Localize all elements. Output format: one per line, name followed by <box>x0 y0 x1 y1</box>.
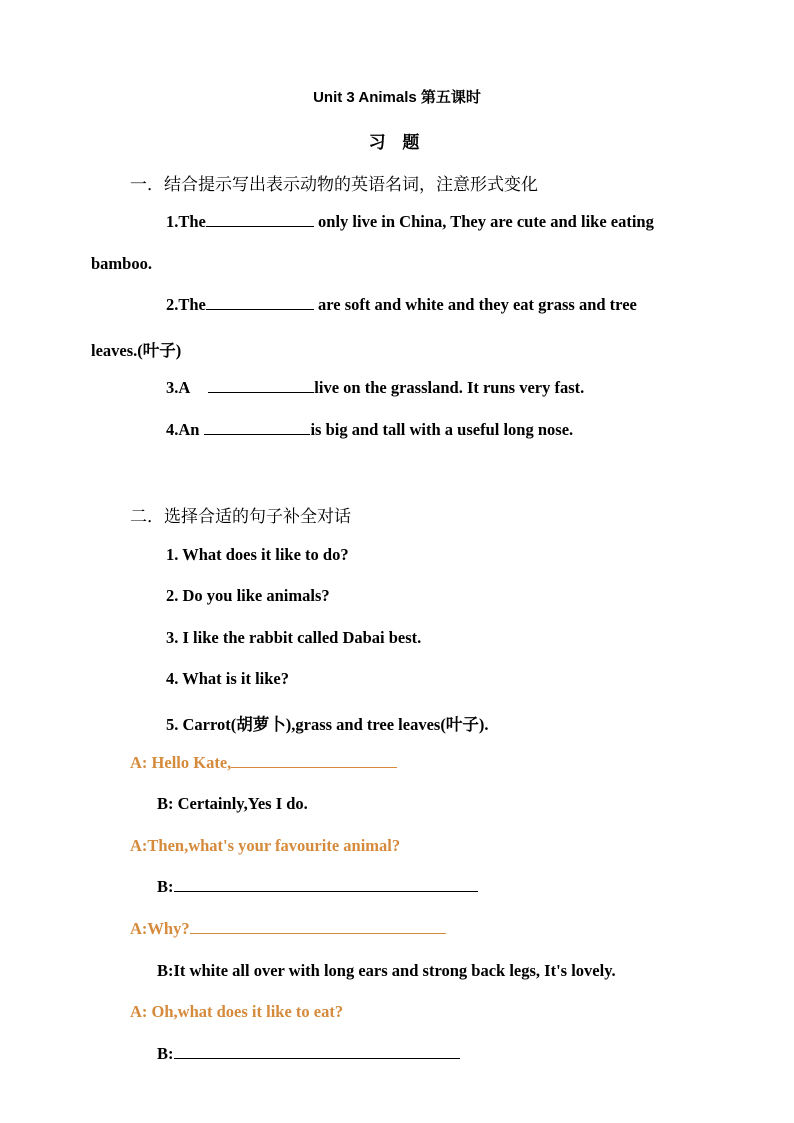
dialogue-b-2-text: B: <box>157 877 174 896</box>
question-4-prefix: 4.An <box>166 420 200 439</box>
question-1-blank[interactable] <box>206 212 314 227</box>
dialogue-a-3-blank[interactable] <box>190 919 446 934</box>
option-2: 2. Do you like animals? <box>166 586 330 605</box>
question-2-prefix: 2.The <box>166 295 206 314</box>
dialogue-b-3: B:It white all over with long ears and strong back legs, It's lovely. <box>157 961 616 980</box>
question-3-suffix: live on the grassland. It runs very fast. <box>314 378 585 397</box>
question-3-line <box>166 378 584 398</box>
question-4-suffix: is big and tall with a useful long nose. <box>310 420 574 439</box>
question-3-blank[interactable] <box>208 378 314 393</box>
page-title: Unit 3 Animals 第五课时 <box>313 89 481 106</box>
question-3-prefix: 3.A <box>166 378 191 397</box>
dialogue-b-1: B: Certainly,Yes I do. <box>157 794 308 813</box>
dialogue-a-3-text: A:Why? <box>130 919 190 938</box>
dialogue-b-2-blank[interactable] <box>174 877 478 892</box>
dialogue-b-2 <box>157 877 478 897</box>
option-4: 4. What is it like? <box>166 669 290 688</box>
question-2-line-2: leaves.(叶子) <box>91 341 182 360</box>
dialogue-b-4-text: B: <box>157 1044 174 1063</box>
section2-heading: 二．选择合适的句子补全对话 <box>130 507 351 527</box>
option-5: 5. Carrot(胡萝卜),grass and tree leaves(叶子). <box>166 715 489 734</box>
page-subtitle: 习 题 <box>368 133 426 152</box>
question-1-line-2: bamboo. <box>91 254 152 273</box>
question-2-suffix: are soft and white and they eat grass and tree <box>313 295 637 314</box>
dialogue-a-4: A: Oh,what does it like to eat? <box>130 1002 344 1021</box>
dialogue-b-4 <box>157 1044 460 1064</box>
option-3: 3. I like the rabbit called Dabai best. <box>166 628 422 647</box>
question-1-line-1 <box>166 212 654 232</box>
question-1-suffix: only live in China, They are cute and like eating <box>313 212 654 231</box>
dialogue-a-2: A:Then,what's your favourite animal? <box>130 836 401 855</box>
dialogue-a-1-text: A: Hello Kate, <box>130 753 232 772</box>
question-1-prefix: 1.The <box>166 212 206 231</box>
question-4-line <box>166 420 573 440</box>
option-1: 1. What does it like to do? <box>166 545 349 564</box>
question-2-line-1 <box>166 295 637 315</box>
dialogue-a-1-blank[interactable] <box>231 753 397 768</box>
question-2-blank[interactable] <box>206 295 314 310</box>
dialogue-a-3 <box>130 919 446 939</box>
section1-heading: 一．结合提示写出表示动物的英语名词，注意形式变化 <box>130 175 538 195</box>
dialogue-a-1 <box>130 753 397 773</box>
question-4-blank[interactable] <box>204 420 310 435</box>
dialogue-b-4-blank[interactable] <box>174 1044 460 1059</box>
